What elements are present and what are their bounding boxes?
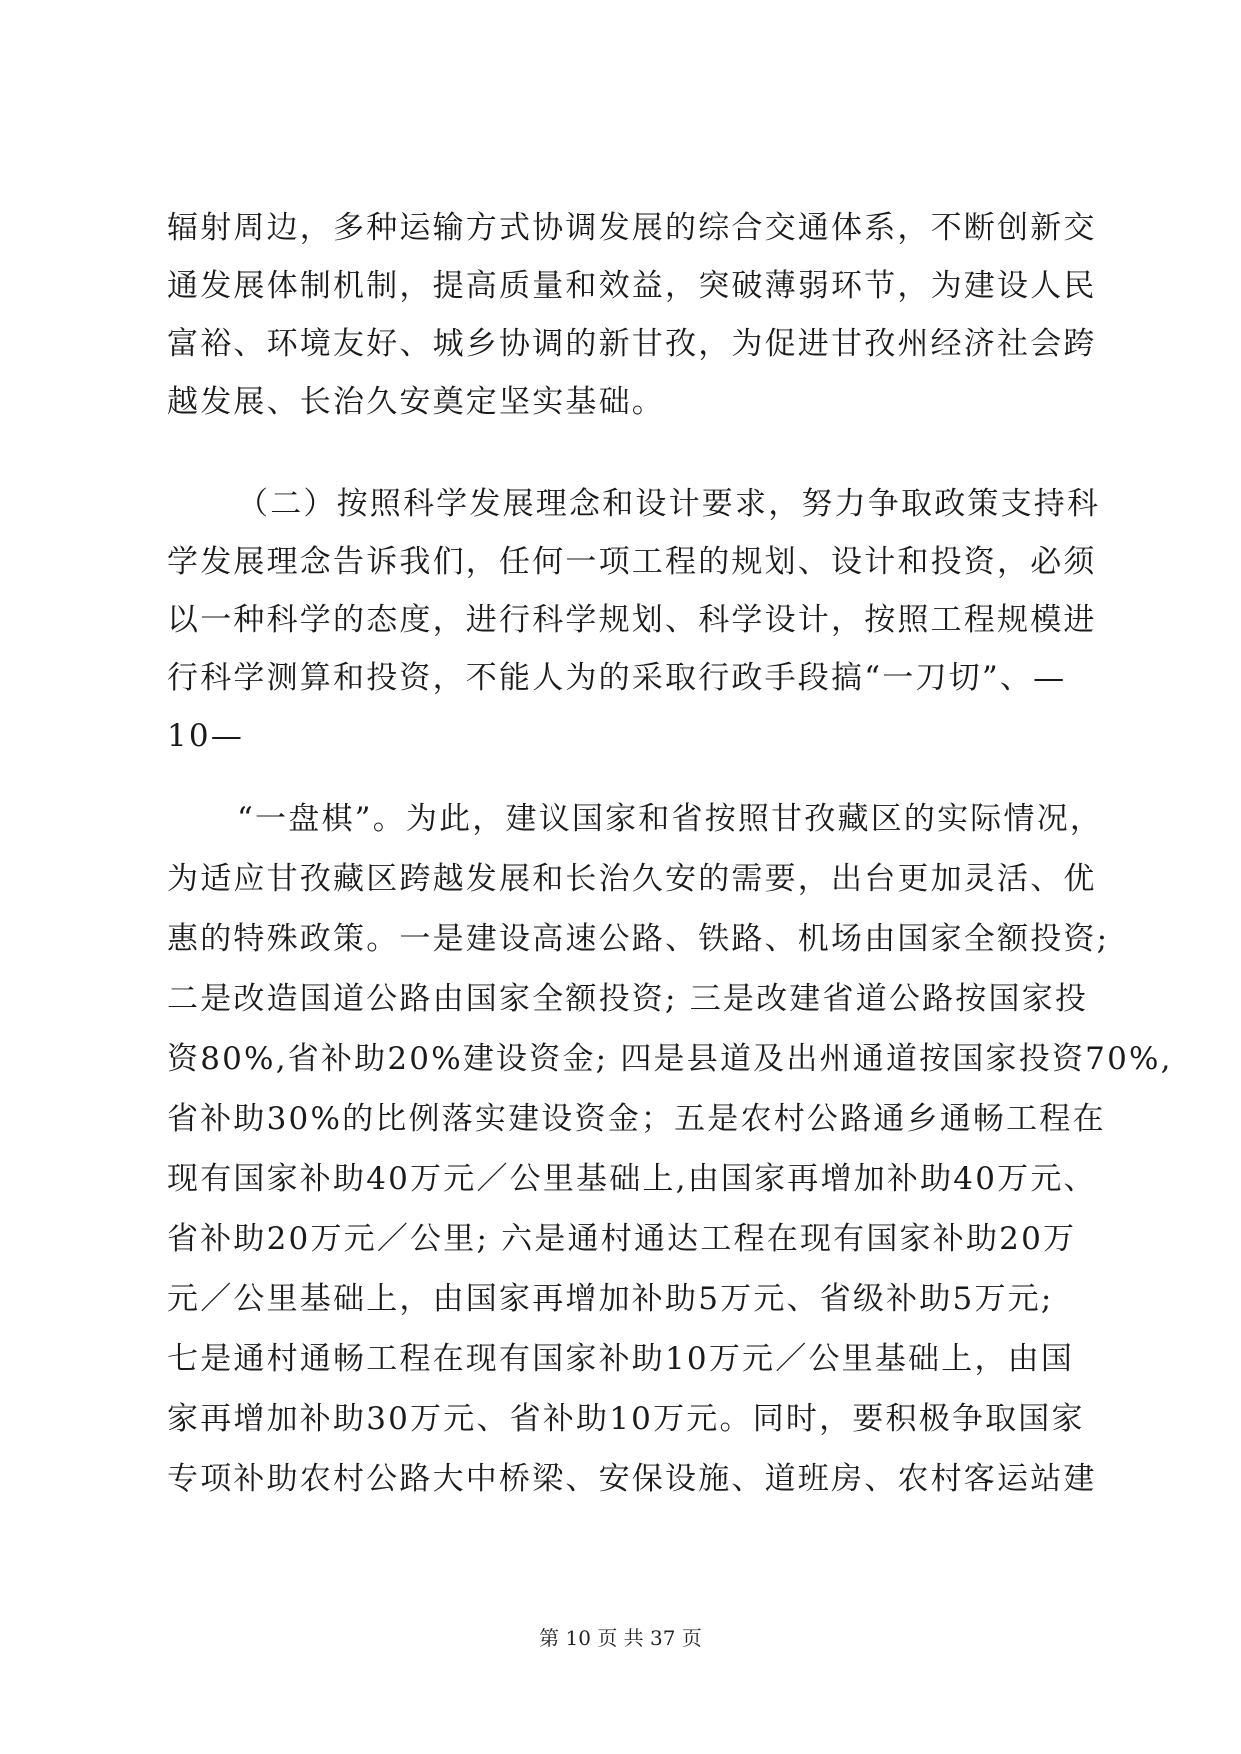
body-text-line: 家再增加补助30万元、省补助10万元。同时，要积极争取国家 (167, 1401, 1085, 1437)
body-text-line: 为适应甘孜藏区跨越发展和长治久安的需要，出台更加灵活、优 (167, 861, 1097, 897)
inline-page-marker: 10— (167, 718, 245, 754)
body-text-line: “一盘棋”。为此，建议国家和省按照甘孜藏区的实际情况， (237, 801, 1104, 837)
body-text-line: 二是改造国道公路由国家全额投资; 三是改建省道公路按国家投 (167, 981, 1089, 1017)
body-text-line: 元／公里基础上，由国家再增加补助5万元、省级补助5万元; (167, 1281, 1054, 1317)
body-text-line: 辐射周边，多种运输方式协调发展的综合交通体系，不断创新交 (167, 210, 1097, 246)
body-text-line: 富裕、环境友好、城乡协调的新甘孜，为促进甘孜州经济社会跨 (167, 326, 1097, 362)
body-text-line: 资80%,省补助20%建设资金; 四是县道及出州通道按国家投资70%, (167, 1041, 1173, 1077)
body-text-line: 惠的特殊政策。一是建设高速公路、铁路、机场由国家全额投资; (167, 921, 1110, 957)
body-text-line: 越发展、长治久安奠定坚实基础。 (167, 384, 665, 420)
body-text-line: 省补助20万元／公里; 六是通村通达工程在现有国家补助20万 (167, 1221, 1077, 1257)
body-text-line: 省补助30%的比例落实建设资金；五是农村公路通乡通畅工程在 (167, 1101, 1106, 1137)
body-text-line: 学发展理念告诉我们，任何一项工程的规划、设计和投资，必须 (167, 544, 1097, 580)
section-heading-line: （二）按照科学发展理念和设计要求，努力争取政策支持科 (237, 486, 1101, 522)
body-text-line: 行科学测算和投资，不能人为的采取行政手段搞“一刀切”、— (167, 660, 1067, 696)
body-text-line: 现有国家补助40万元／公里基础上,由国家再增加补助40万元、 (167, 1161, 1097, 1197)
body-text-line: 以一种科学的态度，进行科学规划、科学设计，按照工程规模进 (167, 602, 1097, 638)
page-number-footer: 第 10 页 共 37 页 (539, 1626, 702, 1650)
body-text-line: 专项补助农村公路大中桥梁、安保设施、道班房、农村客运站建 (167, 1461, 1097, 1497)
body-text-line: 通发展体制机制，提高质量和效益，突破薄弱环节，为建设人民 (167, 268, 1097, 304)
body-text-line: 七是通村通畅工程在现有国家补助10万元／公里基础上，由国 (167, 1341, 1075, 1377)
